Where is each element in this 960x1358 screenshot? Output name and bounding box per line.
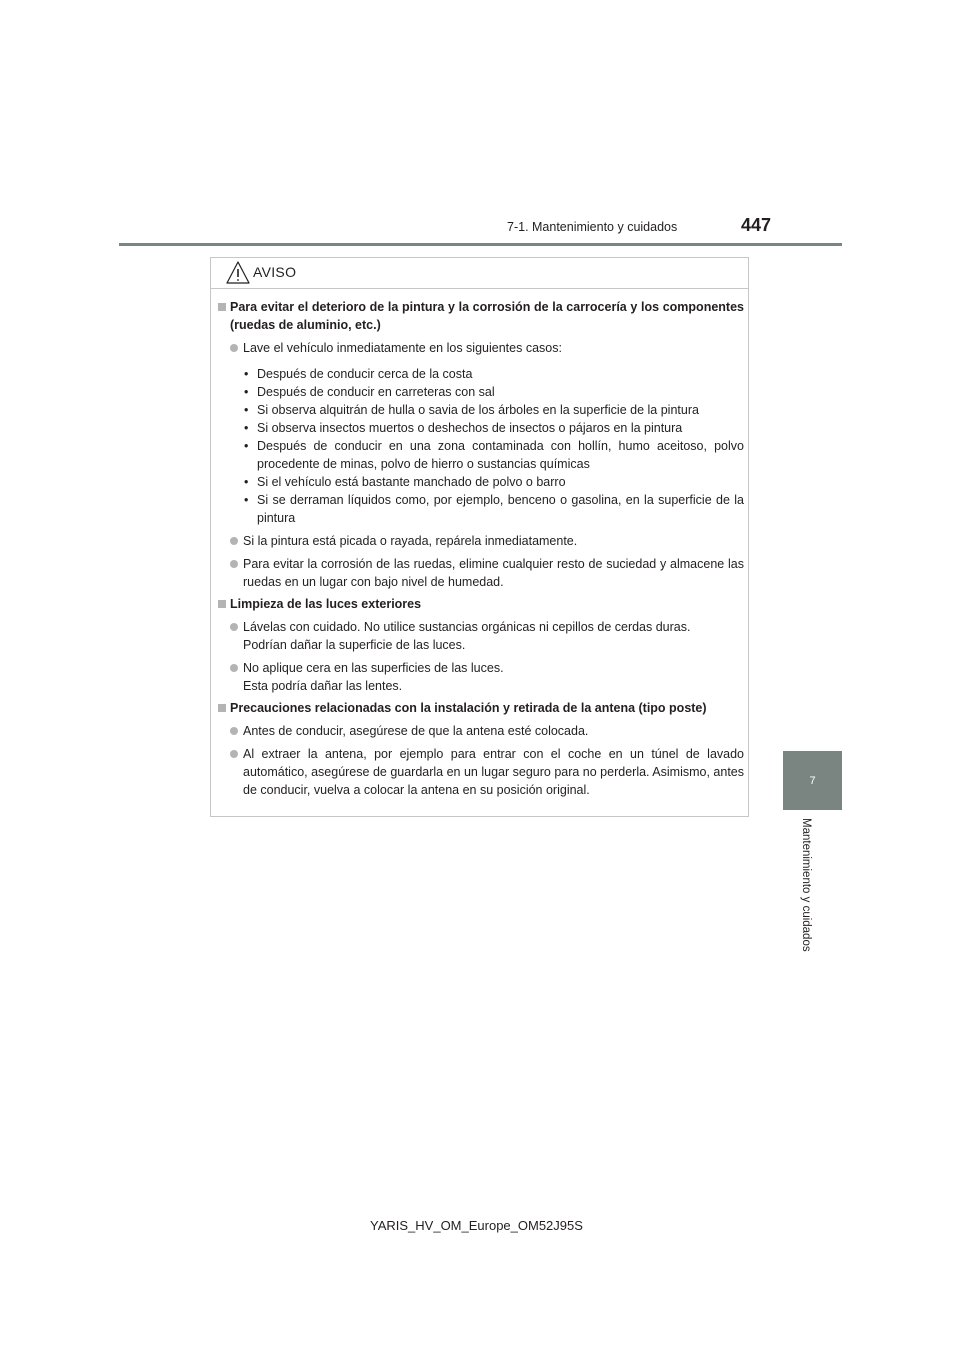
header-rule — [119, 243, 842, 246]
sub-item-text: Si se derraman líquidos como, por ejemplo, benceno o gasolina, en la superficie de la pintura — [257, 493, 744, 525]
item-text: Al extraer la antena, por ejemplo para entrar con el coche en un túnel de lavado automático, asegúrese de guardarla en un lugar seguro para no perderla. Asimismo, antes de conducir, vuelva a colocar la antena en su posición original. — [243, 747, 744, 797]
item-text: Para evitar la corrosión de las ruedas, elimine cualquier resto de suciedad y almacene las ruedas en un lugar con bajo nivel de humedad. — [243, 557, 744, 589]
chapter-number: 7 — [809, 774, 816, 787]
sub-list-item — [243, 491, 744, 527]
header-section-title: 7-1. Mantenimiento y cuidados — [507, 220, 678, 234]
sub-list-item — [243, 437, 744, 473]
warning-title: AVISO — [253, 264, 297, 280]
warning-section — [217, 699, 744, 799]
warning-section — [217, 595, 744, 695]
sub-item-text: Si observa insectos muertos o deshechos de insectos o pájaros en la pintura — [257, 421, 683, 435]
list-item — [230, 339, 744, 527]
dot-bullet-icon: • — [244, 475, 249, 489]
square-bullet-icon — [218, 303, 226, 311]
circle-bullet-icon — [230, 344, 238, 352]
list-item — [230, 532, 744, 550]
item-text: Antes de conducir, asegúrese de que la antena esté colocada. — [243, 724, 589, 738]
chapter-label: Mantenimiento y cuidados — [800, 818, 812, 952]
sub-item-text: Después de conducir en carreteras con sal — [257, 385, 495, 399]
dot-bullet-icon: • — [244, 367, 249, 381]
item-text: Si la pintura está picada o rayada, repárela inmediatamente. — [243, 534, 578, 548]
circle-bullet-icon — [230, 623, 238, 631]
sub-item-text: Después de conducir en una zona contaminada con hollín, humo aceitoso, polvo procedente de minas, polvo de hierro o sustancias químicas — [257, 439, 744, 471]
warning-header — [211, 258, 748, 289]
list-item — [230, 659, 744, 695]
sub-list-item — [243, 419, 744, 437]
list-item — [230, 722, 744, 740]
document-code: YARIS_HV_OM_Europe_OM52J95S — [370, 1218, 583, 1233]
circle-bullet-icon — [230, 560, 238, 568]
dot-bullet-icon: • — [244, 385, 249, 399]
circle-bullet-icon — [230, 750, 238, 758]
sub-item-text: Si observa alquitrán de hulla o savia de los árboles en la superficie de la pintura — [257, 403, 699, 417]
item-text: Lave el vehículo inmediatamente en los siguientes casos: — [243, 341, 562, 355]
chapter-tab — [783, 751, 842, 810]
dot-bullet-icon: • — [244, 493, 249, 507]
sub-list — [243, 365, 744, 527]
sub-list-item — [243, 365, 744, 383]
circle-bullet-icon — [230, 727, 238, 735]
warning-box — [210, 257, 749, 817]
section-title: Para evitar el deterioro de la pintura y la corrosión de la carrocería y los componentes (ruedas de aluminio, etc.) — [230, 300, 744, 332]
warning-section — [217, 298, 744, 591]
dot-bullet-icon: • — [244, 403, 249, 417]
list-item — [230, 555, 744, 591]
dot-bullet-icon: • — [244, 439, 249, 453]
sub-item-text: Después de conducir cerca de la costa — [257, 367, 473, 381]
square-bullet-icon — [218, 704, 226, 712]
warning-content — [217, 298, 744, 803]
warning-triangle-icon — [225, 260, 251, 286]
list-item — [230, 618, 744, 654]
sub-item-text: Si el vehículo está bastante manchado de polvo o barro — [257, 475, 566, 489]
section-title: Limpieza de las luces exteriores — [230, 597, 422, 611]
list-item — [230, 745, 744, 799]
square-bullet-icon — [218, 600, 226, 608]
circle-bullet-icon — [230, 537, 238, 545]
item-text: Lávelas con cuidado. No utilice sustancias orgánicas ni cepillos de cerdas duras. Podrían dañar la superficie de las luces. — [243, 620, 691, 652]
section-title: Precauciones relacionadas con la instalación y retirada de la antena (tipo poste) — [230, 701, 707, 715]
circle-bullet-icon — [230, 664, 238, 672]
sub-list-item — [243, 401, 744, 419]
sub-list-item — [243, 473, 744, 491]
sub-list-item — [243, 383, 744, 401]
item-text: No aplique cera en las superficies de las luces. Esta podría dañar las lentes. — [243, 661, 504, 693]
dot-bullet-icon: • — [244, 421, 249, 435]
page-number: 447 — [741, 215, 772, 235]
